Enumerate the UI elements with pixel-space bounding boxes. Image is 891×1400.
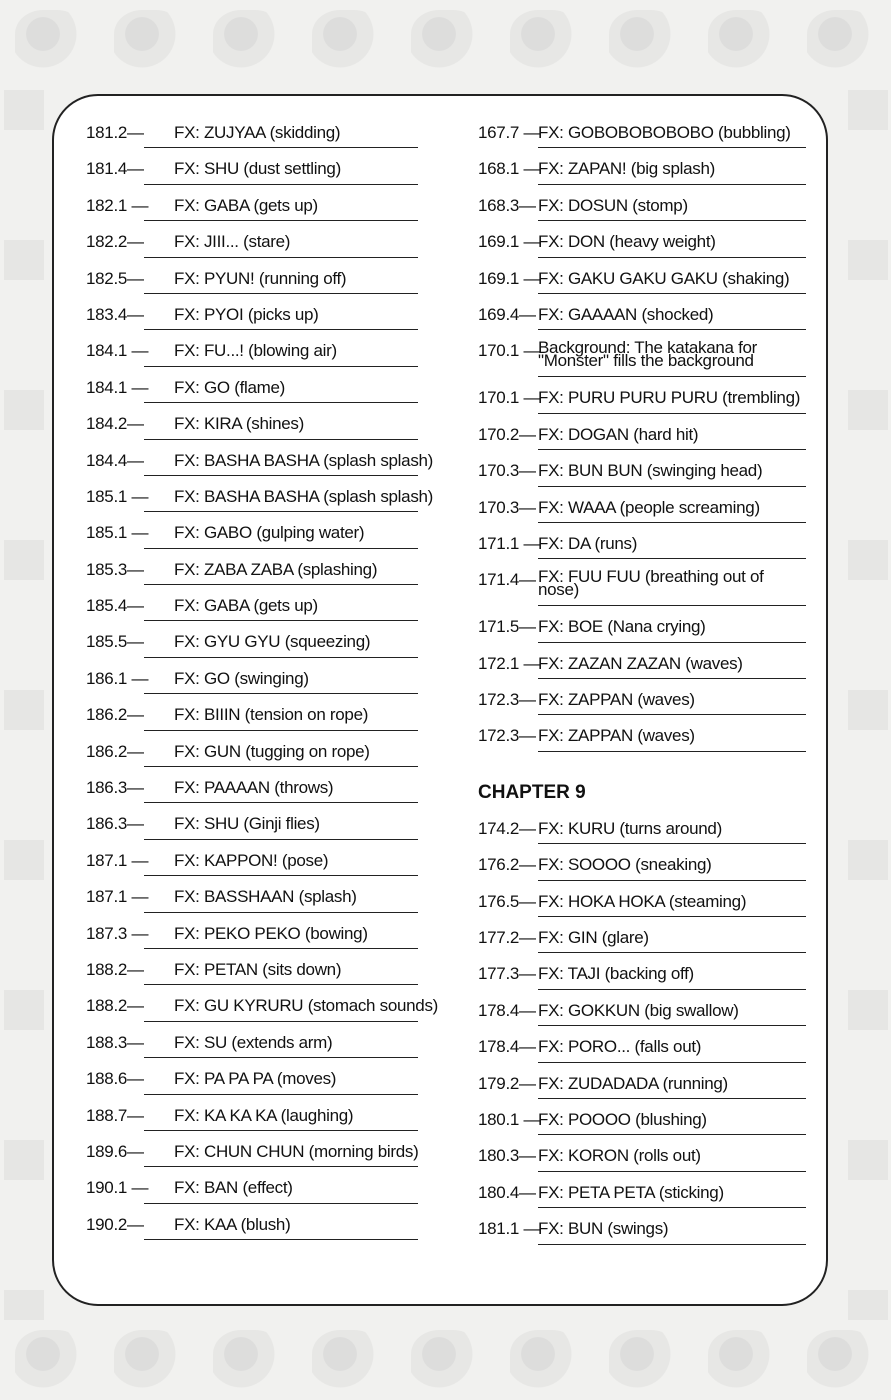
fx-description: FX: PEKO PEKO (bowing)	[174, 923, 368, 943]
watermark-left	[4, 90, 44, 1320]
page-panel-ref: 187.1 —	[86, 850, 149, 870]
fx-entry	[86, 1024, 416, 1060]
fx-description: FX: BUN BUN (swinging head)	[538, 461, 763, 481]
page-panel-ref: 171.5—	[478, 617, 536, 637]
fx-entry	[478, 955, 804, 991]
fx-entry	[86, 1097, 416, 1133]
page-panel-ref: 170.1 —	[478, 388, 541, 408]
fx-entry	[478, 260, 804, 296]
page-panel-ref: 182.5—	[86, 268, 144, 288]
page-panel-ref: 185.5—	[86, 632, 144, 652]
fx-entry	[478, 1101, 804, 1137]
page-panel-ref: 186.1 —	[86, 668, 149, 688]
fx-entry	[86, 769, 416, 805]
page-panel-ref: 176.5—	[478, 891, 536, 911]
fx-entry	[86, 878, 416, 914]
page-panel-ref: 181.4—	[86, 159, 144, 179]
page-panel-ref: 181.1 —	[478, 1219, 541, 1239]
page-panel-ref: 185.4—	[86, 596, 144, 616]
fx-description: FX: ZAPPAN (waves)	[538, 726, 695, 746]
fx-entry	[478, 489, 804, 525]
fx-description: FX: FUU FUU (breathing out of nose)	[538, 567, 764, 600]
fx-entry	[86, 915, 416, 951]
fx-entry	[478, 187, 804, 223]
fx-description: FX: DON (heavy weight)	[538, 232, 716, 252]
fx-entry	[86, 623, 416, 659]
page-panel-ref: 184.4—	[86, 450, 144, 470]
page-panel-ref: 188.6—	[86, 1069, 144, 1089]
page-panel-ref: 185.1 —	[86, 486, 149, 506]
fx-description: FX: GAKU GAKU GAKU (shaking)	[538, 268, 790, 288]
fx-entry	[86, 1133, 419, 1169]
page-panel-ref: 181.2—	[86, 123, 144, 142]
fx-description: FX: ZUDADADA (running)	[538, 1073, 728, 1093]
fx-entry	[478, 681, 804, 717]
fx-description: FX: KIRA (shines)	[174, 414, 304, 434]
fx-description: FX: BASHA BASHA (splash splash)	[174, 450, 434, 470]
page-panel-ref: 190.2—	[86, 1214, 144, 1234]
fx-description: FX: PYOI (picks up)	[174, 304, 319, 324]
fx-entry	[478, 1174, 804, 1210]
fx-entry	[86, 1060, 416, 1096]
page-panel-ref: 180.4—	[478, 1182, 536, 1202]
fx-entry	[86, 150, 416, 186]
fx-entry	[86, 733, 416, 769]
fx-entry	[86, 478, 434, 514]
page-panel-ref: 172.3—	[478, 690, 536, 710]
fx-description: FX: GYU GYU (squeezing)	[174, 632, 371, 652]
fx-description: FX: KA KA KA (laughing)	[174, 1105, 354, 1125]
fx-description: FX: KORON (rolls out)	[538, 1146, 701, 1166]
fx-description: FX: GABA (gets up)	[174, 195, 318, 215]
page-panel-ref: 188.3—	[86, 1032, 144, 1052]
fx-description: FX: ZAPPAN (waves)	[538, 690, 695, 710]
page-panel-ref: 172.1 —	[478, 653, 541, 673]
fx-description: FX: SOOOO (sneaking)	[538, 855, 712, 875]
fx-entry	[86, 223, 416, 259]
watermark-bottom	[0, 1320, 891, 1400]
page-panel-ref: 184.1 —	[86, 341, 149, 361]
page-panel-ref: 170.3—	[478, 461, 536, 481]
fx-description: FX: BAN (effect)	[174, 1178, 293, 1198]
fx-entry	[86, 587, 416, 623]
fx-description: FX: ZABA ZABA (splashing)	[174, 559, 378, 579]
page-panel-ref: 180.1 —	[478, 1109, 541, 1129]
page-panel-ref: 170.2—	[478, 424, 536, 444]
fx-description: FX: BIIIN (tension on rope)	[174, 705, 369, 725]
page-panel-ref: 186.3—	[86, 778, 144, 798]
fx-entry	[478, 114, 804, 150]
fx-entry	[478, 1210, 804, 1246]
fx-entry	[86, 442, 434, 478]
fx-description: FX: ZUJYAA (skidding)	[174, 123, 341, 142]
fx-description: FX: KAPPON! (pose)	[174, 850, 329, 870]
fx-entry	[478, 561, 804, 608]
fx-description: FX: GO (swinging)	[174, 668, 309, 688]
fx-description: FX: SHU (dust settling)	[174, 159, 341, 179]
fx-entry	[478, 525, 804, 561]
fx-entry	[478, 452, 804, 488]
page-panel-ref: 190.1 —	[86, 1178, 149, 1198]
fx-entry	[86, 187, 416, 223]
fx-description: FX: SU (extends arm)	[174, 1032, 333, 1052]
fx-entry	[478, 1137, 804, 1173]
fx-description: FX: BASHA BASHA (splash splash)	[174, 486, 434, 506]
fx-description: FX: POOOO (blushing)	[538, 1109, 707, 1129]
fx-description: FX: GOBOBOBOBOBO (bubbling)	[538, 123, 791, 142]
page-panel-ref: 187.3 —	[86, 923, 149, 943]
page-panel-ref: 188.2—	[86, 996, 144, 1016]
fx-entry	[86, 551, 416, 587]
fx-entry	[478, 919, 804, 955]
page-panel-ref: 188.2—	[86, 959, 144, 979]
fx-entry	[478, 296, 804, 332]
fx-description: FX: PETAN (sits down)	[174, 959, 342, 979]
page-panel-ref: 168.1 —	[478, 159, 541, 179]
fx-entry	[478, 810, 804, 846]
fx-description: FX: GAAAAN (shocked)	[538, 304, 714, 324]
chapter-heading-text: CHAPTER 9	[478, 781, 586, 803]
fx-entry	[478, 150, 804, 186]
fx-description: FX: GABA (gets up)	[174, 596, 318, 616]
chapter-heading	[478, 754, 804, 810]
fx-description: FX: GUN (tugging on rope)	[174, 741, 370, 761]
fx-description: FX: WAAA (people screaming)	[538, 497, 760, 517]
fx-entry	[86, 696, 416, 732]
fx-description: FX: JIII... (stare)	[174, 232, 291, 252]
fx-description: FX: PURU PURU PURU (trembling)	[538, 388, 801, 408]
page-panel-ref: 177.2—	[478, 928, 536, 948]
fx-description: FX: ZAZAN ZAZAN (waves)	[538, 653, 743, 673]
fx-entry	[86, 951, 416, 987]
page-panel-ref: 176.2—	[478, 855, 536, 875]
fx-description: FX: GABO (gulping water)	[174, 523, 365, 543]
fx-entry	[86, 805, 416, 841]
page-panel-ref: 182.2—	[86, 232, 144, 252]
fx-description: FX: BASSHAAN (splash)	[174, 887, 357, 907]
watermark-right	[848, 90, 888, 1320]
page-panel-ref: 178.4—	[478, 1000, 536, 1020]
page-panel-ref: 189.6—	[86, 1141, 144, 1161]
fx-description: FX: PORO... (falls out)	[538, 1037, 702, 1057]
page-panel-ref: 171.4—	[478, 570, 536, 590]
fx-entry	[86, 296, 416, 332]
fx-description: FX: GIN (glare)	[538, 928, 649, 948]
fx-description: FX: GO (flame)	[174, 377, 286, 397]
page-panel-ref: 168.3—	[478, 195, 536, 215]
page-panel-ref: 186.3—	[86, 814, 144, 834]
fx-entry	[478, 645, 804, 681]
fx-description: FX: PETA PETA (sticking)	[538, 1182, 724, 1202]
fx-description: FX: PYUN! (running off)	[174, 268, 347, 288]
fx-description: FX: TAJI (backing off)	[538, 964, 694, 984]
page-panel-ref: 167.7 —	[478, 123, 541, 142]
fx-entry	[86, 1169, 416, 1205]
page-panel-ref: 170.1 —	[478, 341, 541, 361]
fx-entry	[478, 846, 804, 882]
page-panel-ref: 171.1 —	[478, 533, 541, 553]
fx-description: FX: DA (runs)	[538, 533, 638, 553]
fx-description: Background: The katakana for "Monster" fills the background	[538, 338, 758, 371]
page-panel-ref: 184.1 —	[86, 377, 149, 397]
page-panel-ref: 188.7—	[86, 1105, 144, 1125]
page-panel-ref: 169.4—	[478, 304, 536, 324]
fx-description: FX: KURU (turns around)	[538, 818, 722, 838]
page-panel-ref: 180.3—	[478, 1146, 536, 1166]
fx-description: FX: ZAPAN! (big splash)	[538, 159, 716, 179]
fx-description: FX: CHUN CHUN (morning birds)	[174, 1141, 419, 1161]
fx-entry	[86, 1206, 416, 1242]
fx-entry	[478, 416, 804, 452]
fx-description: FX: SHU (Ginji flies)	[174, 814, 320, 834]
page-panel-ref: 183.4—	[86, 304, 144, 324]
page-panel-ref: 169.1 —	[478, 268, 541, 288]
fx-entry	[86, 114, 416, 150]
page-panel-ref: 169.1 —	[478, 232, 541, 252]
fx-entry	[478, 332, 804, 379]
fx-entry	[86, 987, 439, 1023]
fx-description: FX: BOE (Nana crying)	[538, 617, 706, 637]
fx-entry	[478, 717, 804, 753]
watermark-top	[0, 0, 891, 80]
fx-entry	[478, 608, 804, 644]
fx-entry	[86, 405, 416, 441]
page-panel-ref: 174.2—	[478, 818, 536, 838]
fx-entry	[86, 332, 416, 368]
fx-entry	[478, 1028, 804, 1064]
fx-description: FX: PAAAAN (throws)	[174, 778, 334, 798]
fx-description: FX: PA PA PA (moves)	[174, 1069, 337, 1089]
page-panel-ref: 178.4—	[478, 1037, 536, 1057]
page-panel-ref: 170.3—	[478, 497, 536, 517]
page-panel-ref: 177.3—	[478, 964, 536, 984]
left-column	[86, 114, 439, 1242]
right-column	[478, 114, 804, 1247]
page-panel-ref: 185.1 —	[86, 523, 149, 543]
page-panel-ref: 182.1 —	[86, 195, 149, 215]
fx-description: FX: HOKA HOKA (steaming)	[538, 891, 747, 911]
page-panel-ref: 187.1 —	[86, 887, 149, 907]
fx-entry	[86, 514, 416, 550]
page-panel-ref: 184.2—	[86, 414, 144, 434]
fx-entry	[478, 1065, 804, 1101]
fx-description: FX: BUN (swings)	[538, 1219, 669, 1239]
fx-description: FX: DOSUN (stomp)	[538, 195, 688, 215]
page-panel-ref: 186.2—	[86, 741, 144, 761]
fx-description: FX: FU...! (blowing air)	[174, 341, 337, 361]
fx-description: FX: KAA (blush)	[174, 1214, 291, 1234]
page-panel-ref: 179.2—	[478, 1073, 536, 1093]
fx-entry	[86, 260, 416, 296]
fx-entry	[478, 883, 804, 919]
fx-entry	[478, 223, 804, 259]
fx-entry	[478, 379, 804, 415]
page-panel-ref: 172.3—	[478, 726, 536, 746]
fx-description: FX: GOKKUN (big swallow)	[538, 1000, 739, 1020]
fx-entry	[86, 369, 416, 405]
page-panel-ref: 185.3—	[86, 559, 144, 579]
fx-entry	[86, 842, 416, 878]
fx-description: FX: DOGAN (hard hit)	[538, 424, 699, 444]
fx-description: FX: GU KYRURU (stomach sounds)	[174, 996, 439, 1016]
fx-entry	[86, 660, 416, 696]
page-panel-ref: 186.2—	[86, 705, 144, 725]
fx-entry	[478, 992, 804, 1028]
